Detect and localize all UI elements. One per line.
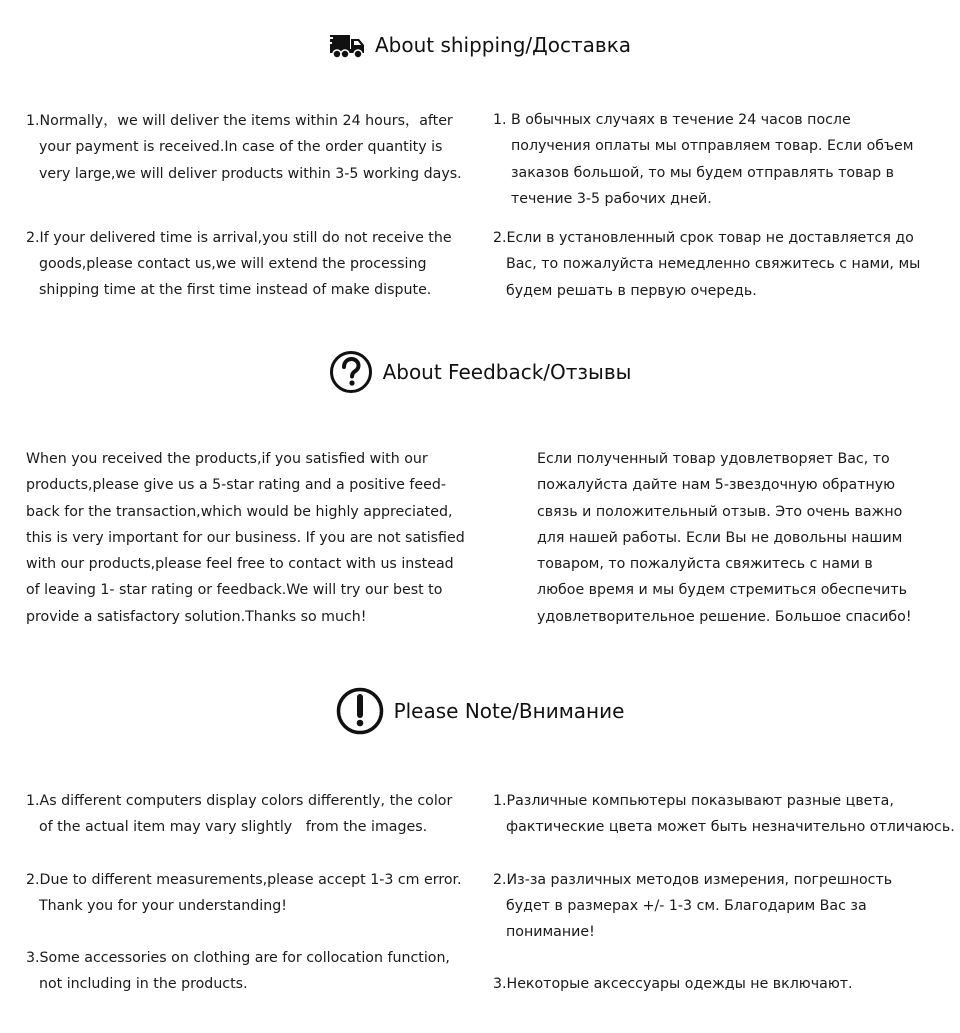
shipping-title: About shipping/Доставка bbox=[374, 33, 632, 57]
feedback-english-paragraph bbox=[26, 446, 476, 630]
shipping-heading bbox=[0, 26, 960, 64]
note-en-item bbox=[26, 788, 476, 841]
note-ru-2-line-1: 2.Из-за различных методов измерения, погрешность bbox=[493, 871, 893, 888]
feedback-en-line: with our products,please feel free to contact with us instead bbox=[26, 556, 454, 573]
feedback-heading bbox=[0, 347, 960, 397]
note-heading bbox=[0, 685, 960, 737]
shipping-ru-1-line-4: течение 3-5 рабочих дней. bbox=[511, 190, 712, 207]
note-title: Please Note/Внимание bbox=[393, 699, 625, 723]
feedback-ru-line: удовлетворительное решение. Большое спасибо! bbox=[537, 608, 912, 625]
shipping-ru-2-line-2: Вас, то пожалуйста немедленно свяжитесь с нами, мы bbox=[506, 256, 921, 273]
feedback-en-line: of leaving 1- star rating or feedback.We will try our best to bbox=[26, 582, 443, 599]
shipping-en-2-line-1: 2.If your delivered time is arrival,you still do not receive the bbox=[26, 229, 452, 246]
exclamation-circle-icon bbox=[336, 687, 384, 735]
shipping-en-item bbox=[26, 225, 476, 304]
shipping-en-1-line-2: your payment is received.In case of the order quantity is bbox=[39, 139, 443, 156]
shipping-en-item bbox=[26, 108, 476, 187]
note-en-2-line-2: Thank you for your understanding! bbox=[39, 897, 287, 914]
note-en-2-line-1: 2.Due to different measurements,please accept 1-3 cm error. bbox=[26, 871, 462, 888]
feedback-en-line: back for the transaction,which would be highly appreciated, bbox=[26, 503, 453, 520]
feedback-ru-line: для нашей работы. Если Вы не довольны нашим bbox=[537, 529, 903, 546]
feedback-en-line: provide a satisfactory solution.Thanks so much! bbox=[26, 608, 367, 625]
shipping-ru-1-line-2: получения оплаты мы отправляем товар. Если объем bbox=[511, 138, 914, 155]
feedback-en-line: products,please give us a 5-star rating and a positive feed- bbox=[26, 477, 446, 494]
delivery-truck-icon bbox=[329, 30, 365, 60]
note-en-item bbox=[26, 945, 476, 998]
note-en-item bbox=[26, 867, 476, 920]
shipping-ru-item bbox=[493, 225, 953, 304]
feedback-ru-line: любое время и мы будем стремиться обеспечить bbox=[537, 582, 907, 599]
shipping-ru-1-line-1: 1. В обычных случаях в течение 24 часов после bbox=[493, 112, 851, 128]
shipping-en-1-line-1: 1.Normally，we will deliver the items within 24 hours，after bbox=[26, 113, 453, 129]
shipping-ru-1-line-3: заказов большой, то мы будем отправлять товар в bbox=[511, 164, 895, 181]
note-ru-2-line-2: будет в размерах +/- 1-3 см. Благодарим Вас за bbox=[506, 897, 867, 914]
note-russian-column bbox=[493, 788, 953, 998]
note-en-1-line-1: 1.As different computers display colors differently, the color bbox=[26, 793, 453, 809]
note-ru-1-line-2: фактические цвета может быть незначительно отличаюсь. bbox=[506, 819, 955, 836]
shipping-english-column bbox=[26, 108, 476, 304]
note-ru-2-line-3: понимание! bbox=[506, 924, 595, 941]
question-circle-icon bbox=[329, 350, 373, 394]
shipping-en-1-line-3: very large,we will deliver products within 3-5 working days. bbox=[39, 165, 462, 182]
feedback-ru-line: товаром, то пожалуйста свяжитесь с нами в bbox=[537, 556, 873, 573]
feedback-ru-line: Если полученный товар удовлетворяет Вас, то bbox=[537, 451, 890, 467]
shipping-ru-item bbox=[493, 107, 953, 212]
shipping-russian-column bbox=[493, 107, 953, 304]
note-en-1-line-2: of the actual item may vary slightly from the images. bbox=[39, 819, 428, 836]
feedback-ru-line: пожалуйста дайте нам 5-звездочную обратную bbox=[537, 477, 896, 494]
feedback-en-line: When you received the products,if you satisfied with our bbox=[26, 451, 428, 467]
note-ru-item bbox=[493, 971, 953, 997]
note-english-column bbox=[26, 788, 476, 998]
shipping-en-2-line-3: shipping time at the first time instead of make dispute. bbox=[39, 282, 432, 299]
note-ru-item bbox=[493, 867, 953, 946]
feedback-title: About Feedback/Отзывы bbox=[382, 360, 632, 384]
note-en-3-line-2: not including in the products. bbox=[39, 976, 248, 993]
feedback-en-line: this is very important for our business. If you are not satisfied bbox=[26, 529, 465, 546]
note-ru-3-line-1: 3.Некоторые аксессуары одежды не включают. bbox=[493, 976, 853, 993]
note-ru-item bbox=[493, 788, 953, 841]
note-en-3-line-1: 3.Some accessories on clothing are for collocation function, bbox=[26, 950, 450, 967]
shipping-ru-2-line-1: 2.Если в установленный срок товар не доставляется до bbox=[493, 230, 914, 247]
note-ru-1-line-1: 1.Различные компьютеры показывают разные цвета, bbox=[493, 793, 894, 809]
feedback-russian-paragraph bbox=[537, 446, 947, 630]
feedback-ru-line: связь и положительный отзыв. Это очень важно bbox=[537, 503, 903, 520]
shipping-ru-2-line-3: будем решать в первую очередь. bbox=[506, 282, 757, 299]
shipping-en-2-line-2: goods,please contact us,we will extend the processing bbox=[39, 256, 427, 273]
